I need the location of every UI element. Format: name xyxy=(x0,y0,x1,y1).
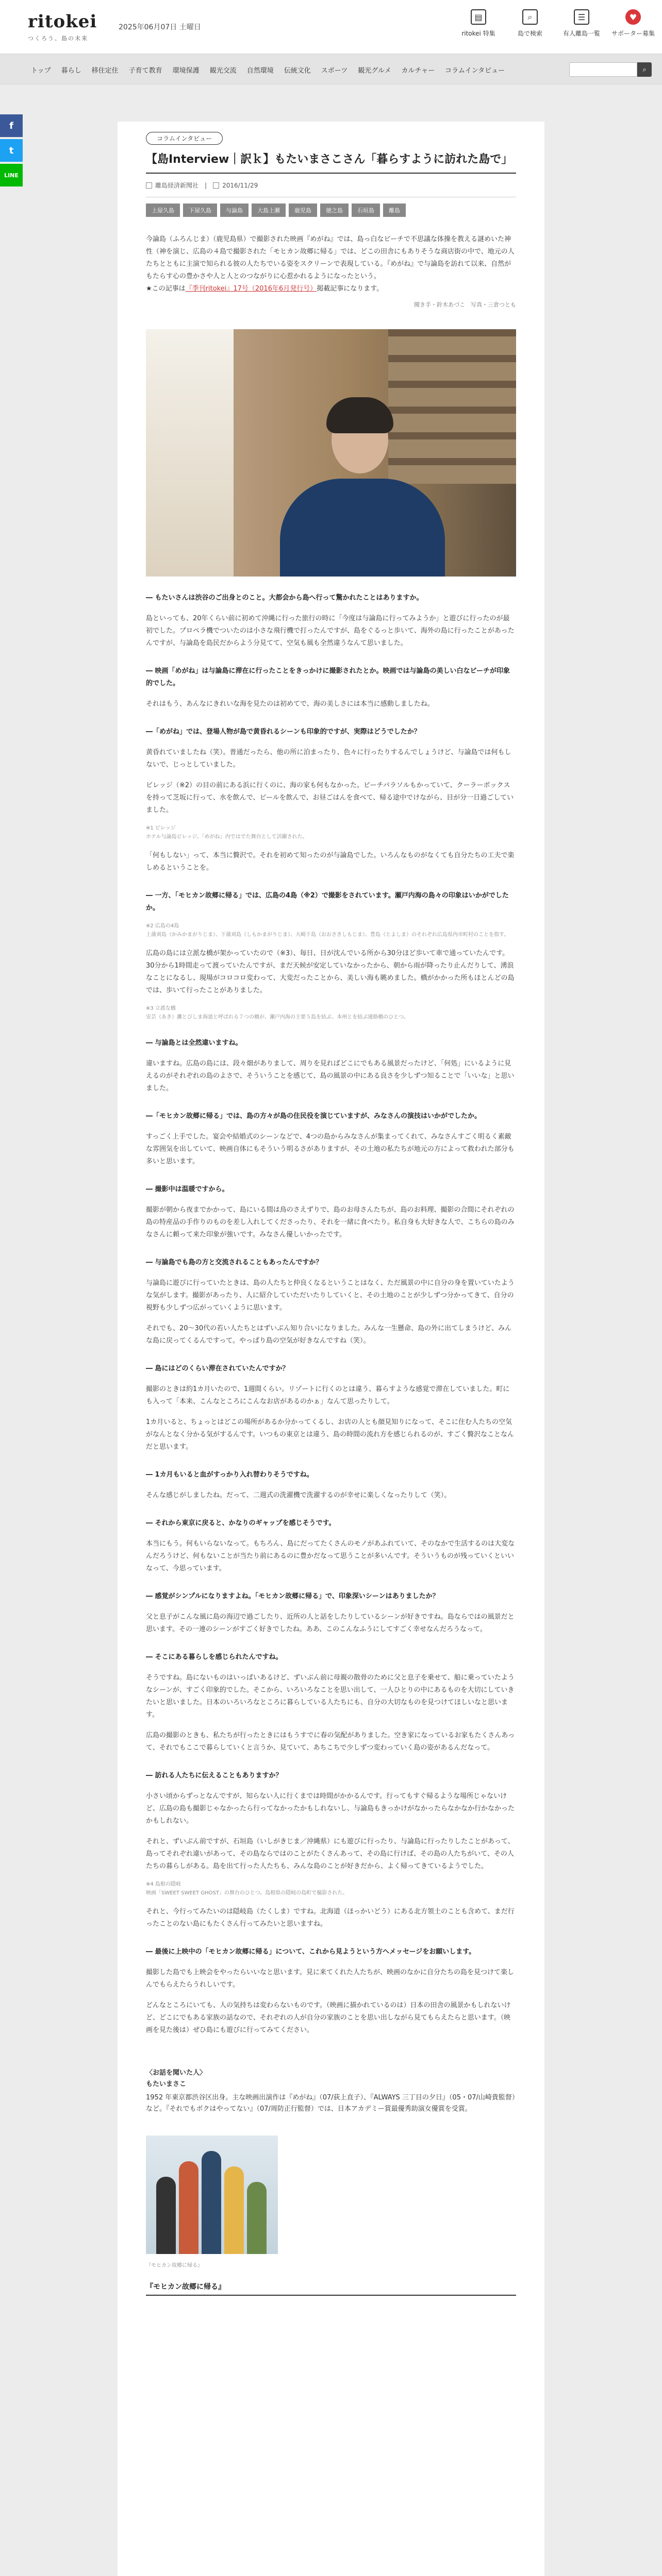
poster-figure xyxy=(202,2151,221,2254)
photo-person-hair xyxy=(326,397,393,433)
nav-supporter-label: サポーター募集 xyxy=(611,30,655,37)
article-title: 【島Interview｜訳ｋ】もたいまさこさん「暮らすように訪れた島で」 xyxy=(146,153,513,166)
movie-title: 『モヒカン故郷に帰る』 xyxy=(146,2283,225,2291)
logo-text[interactable]: ritokei xyxy=(28,11,97,32)
logo[interactable] xyxy=(28,11,97,42)
lead-text: 今論島（ふろんじま）（鹿児島県）で撮影された映画『めがね』では、島っ白なビーチで不思議な体操を教える謎めいた神性（神を演じ、広島の４島で撮影された「モヒカン故郷に帰る」では、どこの田舎にもありそうな商店街の中で、地元の人たちとともに主演で知られる彼の人たちでいる姿をスクリーンで表現している。『めがね』で与論島を訪れて以来、自然がもたらす心の豊かさや人と人とのつながりに心惹かれるようになったという。 xyxy=(146,235,515,280)
logo-tagline: つくろう、島の未来 xyxy=(28,35,88,42)
interview-question: ― それから東京に戻ると、かなりのギャップを感じそうです。 xyxy=(146,1519,336,1527)
header-date: 2025年06月07日 土曜日 xyxy=(119,23,201,31)
tag[interactable]: 徳之島 xyxy=(320,204,349,217)
poster-figure xyxy=(156,2177,176,2254)
poster-figure xyxy=(247,2182,267,2254)
gnav-item-tourism[interactable]: 観光交流 xyxy=(209,66,237,75)
interview-body xyxy=(146,592,516,2037)
author-icon xyxy=(146,182,152,189)
article-author[interactable]: 離島経済新聞社 xyxy=(155,182,199,189)
interview-question: ― 感覚がシンプルになりますよね。「モヒカン故郷に帰る」で、印象深いシーンはありましたか？ xyxy=(146,1592,439,1600)
interview-answer: 撮影のときは約1カ月いたので、1週間くらい。リゾートに行くのとは違う、暮らすような感覚で滞在していました。町にも入って「本来、こんなところにこんなお店があるのかぁ」なんて思ったりして。 xyxy=(146,1385,510,1405)
search-input[interactable] xyxy=(569,62,637,77)
interview-answer: それはもう、あんなにきれいな海を見たのは初めてで、海の美しさには本当に感動しましたね。 xyxy=(146,700,434,708)
movie-poster-photo xyxy=(146,2136,278,2254)
interview-answer: 「何もしない」って、本当に贅沢で。それを初めて知ったのが与論島でした。いろんなものがなくても自分たちの工夫で楽しめるということを。 xyxy=(146,852,515,872)
interview-answer: 違いますね。広島の島には、段々畑がありまして、周りを見ればどこにでもある風景だったけど、「何処」にいるように見えるのがそれぞれの島のよさで、そういうことを感じて、島の風景の中にある良さを少しずつ知ることで「いいな」と思いました。 xyxy=(146,1060,515,1092)
interview-question: ― 撮影中は温暖ですから。 xyxy=(146,1185,229,1193)
interview-answer: 本当にもう。何もいらないなって。もちろん、島にだってたくさんのモノがあふれていて、そのなかで生活するのは大変なんだろうけど、何もないことが当たり前にあるのに豊かだなって思うことが多いんです。そういうものが残っていくといいなって、今思っています。 xyxy=(146,1540,515,1572)
tag[interactable]: 石垣島 xyxy=(352,204,380,217)
interview-question: ― 映画「めがね」は与論島に滞在に行ったことをきっかけに撮影されたとか。映画では与論島の美しい白なビーチが印象的でした。 xyxy=(146,667,510,687)
interview-question: ― 一方、「モヒカン故郷に帰る」では、広島の4島（※2）で撮影をされています。瀬戸内海の島々の印象はいかがでしたか。 xyxy=(146,892,509,912)
twitter-share-icon[interactable]: t xyxy=(0,139,23,162)
photo-shelf xyxy=(388,329,516,484)
search-icon: ⌕ xyxy=(522,9,538,25)
gnav-item-life[interactable]: 暮らし xyxy=(61,66,81,75)
tag[interactable]: 鹿児島 xyxy=(289,204,317,217)
nav-island-list[interactable] xyxy=(557,9,606,38)
movie-title-divider xyxy=(146,2295,516,2296)
nav-island-search-label: 島で検索 xyxy=(517,30,542,37)
interview-credit: 聞き手・鈴木あづこ 写真・三倉つとも xyxy=(414,301,516,308)
interview-answer: 与論島に遊びに行っていたときは、島の人たちと仲良くなるということはなく、ただ風景の中に自分の身を置いていたような気がします。撮影があったり、人に紹介していただいたりしていくと、その土地のことが少しずつ分かってきて、自分の視野も少しずつ広がっていくように思います。 xyxy=(146,1279,515,1312)
interview-answer: 小さい頃からずっとなんですが、知らない人に行くまでは時間がかかるんです。行ってもすぐ帰るような場所じゃないけど、広島の島も撮影じゃなかったら行ってなかったかもしれないし、与論島もきっかけがなかったらなかなか行かなかったかもしれない。 xyxy=(146,1792,515,1825)
gnav-item-culture[interactable]: カルチャー xyxy=(401,66,435,75)
article-meta xyxy=(146,173,516,190)
interview-question: ― 与論島とは全然違いますね。 xyxy=(146,1039,242,1047)
article xyxy=(118,122,544,2576)
lead-note-suffix: 掲載記事になります。 xyxy=(317,285,384,293)
calendar-icon xyxy=(213,182,219,189)
facebook-share-icon[interactable]: f xyxy=(0,114,23,137)
tag[interactable]: 大島上瀬 xyxy=(252,204,286,217)
profile-name: もたいまさこ xyxy=(146,2080,187,2088)
tag-list xyxy=(146,197,516,220)
interview-question: ―「モヒカン故郷に帰る」では、島の方々が島の住民役を演じていますが、みなさんの演技はいかがでしたか。 xyxy=(146,1112,482,1120)
interview-question: ― 訪れる人たちに伝えることもありますか？ xyxy=(146,1772,283,1780)
interview-answer: それと、今行ってみたいのは隠岐島（たくしま）ですね。北海道（ほっかいどう）にある北方領土のことも含めて、まだ行ったことのない島にもたくさん行ってみたいと思いますね。 xyxy=(146,1908,515,1928)
tag[interactable]: 与論島 xyxy=(220,204,249,217)
nav-feature-label: ritokei 特集 xyxy=(461,30,495,37)
poster-caption: 『モヒカン故郷に帰る』 xyxy=(146,2263,203,2268)
line-share-icon[interactable]: LINE xyxy=(0,164,23,187)
interview-answer: 黄昏れていましたね（笑）。普通だったら、他の所に泊まったり、色々に行ったりするんでしょうけど、与論島では何もしないで、じっとしていました。 xyxy=(146,749,511,769)
heart-icon: ♥ xyxy=(625,9,641,25)
interview-question: ― 1カ月もいると血がすっかり入れ替わりそうですね。 xyxy=(146,1471,313,1479)
meta-separator: | xyxy=(205,181,207,189)
interview-answer: 島といっても、20年くらい前に初めて沖縄に行った旅行の時に「今度は与論島に行ってみようか」と遊びに行ったのが最初でした。プロペラ機でついたのは小さな飛行機で打ったんですが、島をぐるっと歩いて、海外の島に行ったことがあったんですが、与論島を島民だからよう分見てて、空気も風も全然違うなんて思いました。 xyxy=(146,615,515,647)
interview-answer: そうですね。島にないものはいっぱいあるけど、ずいぶん前に母親の散骨のために父と息子を乗せて、船に乗っていたようなシーンが、すごく印象的でした。そこから、いろいろなことを思い出して、一人ひとりの中にあるものを大切にしていきたいと思いました。日本のいろいろなところに暮らしている人たちにも、自分の大切なものを見つけてほしいなと思います。 xyxy=(146,1674,515,1719)
tag[interactable]: 離島 xyxy=(383,204,406,217)
gnav-item-column[interactable]: コラムインタビュー xyxy=(445,66,505,75)
magnifier-icon[interactable]: ⌕ xyxy=(637,62,652,77)
nav-supporter[interactable] xyxy=(608,9,658,38)
poster-figure xyxy=(224,2166,244,2254)
interview-answer: それでも、20〜30代の若い人たちとはずいぶん知り合いになりました。みんな一生懸命、島の外に出てしまうけど、みんな島に戻ってくるんですって。やっぱり島の空気が好きなんですね（笑）。 xyxy=(146,1325,512,1345)
share-bar xyxy=(0,114,23,189)
lead-note-prefix: ★この記事は xyxy=(146,285,186,293)
footnote: ※4 島根の隠岐 映画「SWEET SWEET GHOST」の舞台のひとつ。島根県の隠岐の島町で撮影された。 xyxy=(146,1882,348,1896)
site-header xyxy=(0,0,662,54)
interview-answer: 撮影が朝から夜までかかって、島にいる間は鳥のさえずりで、島のお母さんたちが、島のお料理、撮影の合間にそれぞれの島の特産品の手作りのものを差し入れしてくださったり、それを一緒に食べたり。私自身も大好きな人で、こちらの島のみなさんに頼って来た印象が強いです。みなさん優しいかったです。 xyxy=(146,1206,515,1239)
interview-answer: 広島の島には立派な橋が架かっていたので（※3）、毎日、日が沈んでいる所から30分ほど歩いて車で通っていたんです。30分から1時間走って渡っていたんですが、まだ天候が安定していなかったから、朝から雨が降ったり止んだりして、湧浪なことになるし、現場がコロコロ変わって、大変だったことから、美しい海も眺めました。橋がかかった所もほとんどの島では、歩いて行ったことがありました。 xyxy=(146,950,515,994)
profile-heading: 〈お話を聞いた人〉 xyxy=(146,2069,207,2077)
list-icon: ☰ xyxy=(574,9,589,25)
global-nav xyxy=(0,54,662,84)
interview-answer: 撮影した島でも上映会をやったらいいなと思います。見に来てくれた人たちが、映画のなかに自分たちの島を見つけて楽しんでもらえたらうれしいです。 xyxy=(146,1969,514,1989)
interview-question: ― 島にはどのくらい滞在されていたんですか？ xyxy=(146,1365,289,1372)
interview-question: ― そこにある暮らしを感じられたんですね。 xyxy=(146,1653,283,1661)
interview-answer: ビレッジ（※2）の目の前にある浜に行くのに、海の家も何もなかった。ビーチパラソルもかっていて、クーラーボックスを持って芝坂に行って、水を飲んで、ビールを飲んで、お昼ごはんを食べて、帰る途中でけながら、目が分一日過ごしていました。 xyxy=(146,782,514,814)
nav-island-search[interactable] xyxy=(505,9,555,38)
interview-question: ―「めがね」では、登場人物が島で黄昏れるシーンも印象的ですが、実際はどうでしたか？ xyxy=(146,728,421,736)
category-badge[interactable]: コラムインタビュー xyxy=(146,132,223,145)
interview-answer: どんなところにいても、人の気持ちは変わらないものです。（映画に描かれているのは）日本の田舎の風景かもしれないけど、どこにでもある家族の話なので、それぞれの人が自分の家族のことを思い出しながら見てもらえたらと思います。（映画を見た後は）ぜひ島にも遊びに行ってみてください。 xyxy=(146,2002,511,2034)
gnav-item-nature[interactable]: 自然環境 xyxy=(246,66,274,75)
gnav-item-environment[interactable]: 環境保護 xyxy=(172,66,200,75)
gnav-item-tradition[interactable]: 伝統文化 xyxy=(284,66,311,75)
interview-answer: すっごく上手でした。宴会や結婚式のシーンなどで、4つの島からみなさんが集まってくれて、みなさんすごく明るく素敵な雰囲気を出していて、映画自体にもそういう明るさがありますが、その土地の私たちが地元の方によって救われた部分も多いと思います。 xyxy=(146,1133,515,1165)
gnav-item-gourmet[interactable]: 観光グルメ xyxy=(358,66,391,75)
tag[interactable]: 上屋久島 xyxy=(146,204,180,217)
footnote: ※2 広島の4島 上蒲刈島（かみかまがりじま）、下蒲刈島（しもかまがりじま）、大崎下島（おおさきしもじま）、豊島（とよしま）のそれぞれ広島県内市町村のことを指す。 xyxy=(146,923,509,938)
interview-answer: 1カ月いると、ちょっとはどこの場所があるか分かってくるし、お店の人とも顔見知りになって、そこに住む人たちの空気がなんとなく分かる気がするんです。いつもの東京とは違う、島の時間の流れ方を感じられるのが、すごく贅沢なことなんだと思います。 xyxy=(146,1418,514,1451)
footnote: ※1 ビレッジ ホテル与論島ビレッジ。「めがね」内ではでた舞台として活躍された。 xyxy=(146,825,308,840)
interview-question: ― 与論島でも島の方と交流されることもあったんですか？ xyxy=(146,1259,323,1266)
photo-window xyxy=(146,329,234,577)
profile-body: 1952 年東京都渋谷区出身。主な映画出演作は『めがね』（07/荻上直子）、『ALWAYS 三丁目の夕日』（05・07/山崎貴監督）など。『それでもボクはやってない』（07/周防正行監督）では、日本アカデミー賞最優秀助演女優賞を受賞。 xyxy=(146,2094,516,2113)
interview-answer: そんな感じがしましたね。だって、二週式の洗濯機で洗濯するのが幸せに楽しくなったりして（笑）。 xyxy=(146,1492,451,1499)
nav-island-list-label: 有人離島一覧 xyxy=(562,30,600,37)
interview-answer: 広島の撮影のときも、私たちが行ったときにはもうすでに春の気配がありました。空き家になっているお家もたくさんあって、それでもここで暮らしていくと言うか、見ていて、あちこちで少しずつ変わっていく島の姿があるんだなって。 xyxy=(146,1732,515,1752)
gnav-item-migration[interactable]: 移住定住 xyxy=(91,66,119,75)
portrait-photo xyxy=(146,329,516,577)
gnav-item-education[interactable]: 子育て教育 xyxy=(128,66,162,75)
footnote: ※3 立派な橋 安芸（あき）灘とびしま海道と呼ばれる７つの橋が、瀬戸内海の主要５島を結ぶ、本州とを結ぶ連絡橋のひとつ。 xyxy=(146,1006,409,1020)
interview-answer: 父と息子がこんな風に島の海辺で過ごしたり、近所の人と話をしたりしているシーンが好きですね。島ならではの風景だと思います。その一連のシーンがすごく好きでしたね。ああ、このこんなふうにしてすごく幸せなんだろうなって。 xyxy=(146,1613,515,1633)
book-icon: ▤ xyxy=(471,9,486,25)
nav-feature[interactable] xyxy=(454,9,503,38)
lead-paragraph xyxy=(146,233,516,295)
gnav-item-top[interactable]: トップ xyxy=(31,66,51,75)
interview-answer: それと、ずいぶん前ですが、石垣島（いしがきじま／沖縄県）にも遊びに行ったり、与論島に行ったりしたことがあって、島ってそれぞれ違いがあって、その島ならではのことがたくさんあって、その島に行けば、その島の人たちがいて、その人たちの暮らしがある。島を出て行った人たちも、みんな島のことが好きだから、よく帰ってきているようでした。 xyxy=(146,1838,515,1870)
article-date: 2016/11/29 xyxy=(222,181,258,189)
photo-person-body xyxy=(280,479,445,577)
interview-question: ― 最後に上映中の「モヒカン故郷に帰る」について、これから見ようという方へメッセージをお願いします。 xyxy=(146,1948,476,1956)
global-nav-items xyxy=(26,54,510,85)
gnav-item-sports[interactable]: スポーツ xyxy=(321,66,348,75)
issue-link[interactable]: 『季刊ritokei』17号（2016年6月発行号） xyxy=(185,285,317,293)
interview-question: ― もたいさんは渋谷のご出身とのこと。大都会から島へ行って驚かれたことはありますか。 xyxy=(146,594,423,602)
tag[interactable]: 下屋久島 xyxy=(183,204,217,217)
poster-figure xyxy=(179,2161,198,2254)
